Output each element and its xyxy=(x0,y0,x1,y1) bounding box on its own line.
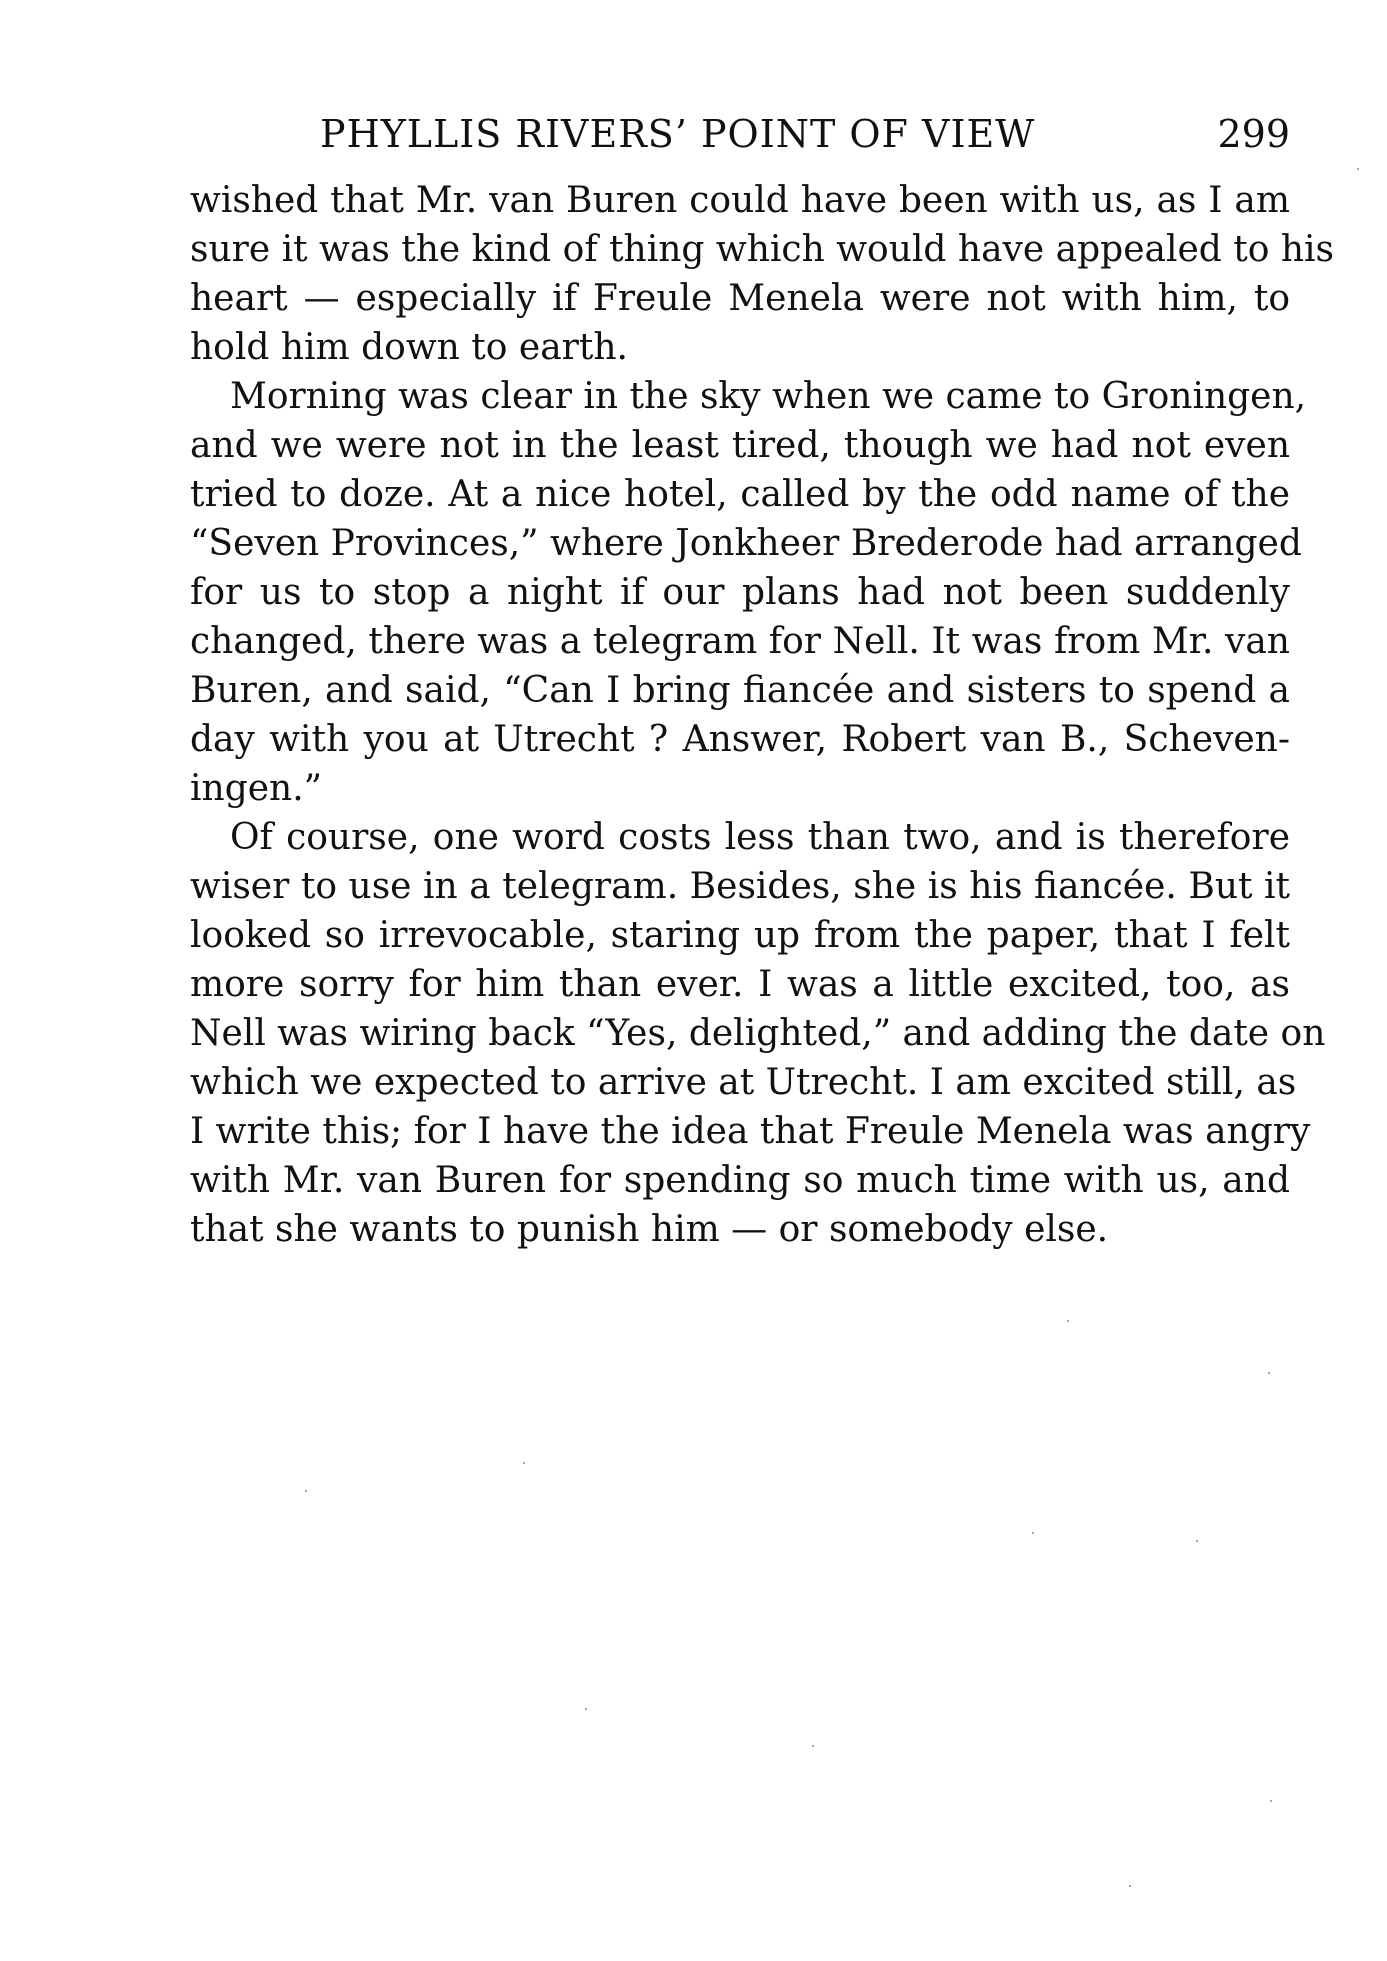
text-line: day with you at Utrecht ? Answer, Robert van B., Scheven- xyxy=(190,719,1290,760)
text-line: for us to stop a night if our plans had not been suddenly xyxy=(190,572,1290,613)
text-line: Buren, and said, “Can I bring fiancée and sisters to spend a xyxy=(190,670,1290,711)
scan-speck xyxy=(1032,1532,1034,1534)
text-line: tried to doze. At a nice hotel, called by the odd name of the xyxy=(190,474,1290,515)
text-line: heart — especially if Freule Menela were not with him, to xyxy=(190,278,1290,319)
text-line: more sorry for him than ever. I was a little excited, too, as xyxy=(190,964,1290,1005)
scan-speck xyxy=(523,1462,525,1464)
text-line: changed, there was a telegram for Nell. It was from Mr. van xyxy=(190,621,1290,662)
scan-speck xyxy=(1268,1372,1270,1374)
text-line: wished that Mr. van Buren could have been with us, as I am xyxy=(190,180,1290,221)
text-line: that she wants to punish him — or somebody else. xyxy=(190,1209,1109,1250)
scan-speck xyxy=(812,1745,814,1747)
text-line: and we were not in the least tired, though we had not even xyxy=(190,425,1290,466)
paragraph-1 xyxy=(190,176,1335,372)
scan-speck xyxy=(1357,168,1359,170)
scan-speck xyxy=(1270,1800,1272,1802)
text-line: wiser to use in a telegram. Besides, she is his fiancée. But it xyxy=(190,866,1290,907)
text-line: hold him down to earth. xyxy=(190,327,628,368)
scan-speck xyxy=(585,1708,587,1710)
running-title: PHYLLIS RIVERS’ POINT OF VIEW xyxy=(320,112,1036,156)
paragraph-3 xyxy=(190,813,1326,1254)
scan-speck xyxy=(1129,1885,1131,1887)
page-number: 299 xyxy=(1217,112,1290,156)
text-line: Morning was clear in the sky when we came to Groningen, xyxy=(230,376,1307,417)
running-head xyxy=(190,112,1290,162)
scan-speck xyxy=(305,1490,307,1492)
text-line: looked so irrevocable, staring up from the paper, that I felt xyxy=(190,915,1290,956)
paragraph-2 xyxy=(190,372,1307,813)
body-text xyxy=(190,176,1335,1254)
text-line: Nell was wiring back “Yes, delighted,” and adding the date on xyxy=(190,1013,1326,1054)
text-line: Of course, one word costs less than two, and is therefore xyxy=(230,817,1290,858)
scan-speck xyxy=(1196,1540,1198,1542)
text-line: “Seven Provinces,” where Jonkheer Brederode had arranged xyxy=(190,523,1302,564)
text-line: sure it was the kind of thing which would have appealed to his xyxy=(190,229,1335,270)
scan-speck xyxy=(1067,1320,1069,1322)
text-line: which we expected to arrive at Utrecht. I am excited still, as xyxy=(190,1062,1297,1103)
text-line: with Mr. van Buren for spending so much time with us, and xyxy=(190,1160,1290,1201)
text-line: ingen.” xyxy=(190,768,323,809)
text-line: I write this; for I have the idea that Freule Menela was angry xyxy=(190,1111,1311,1152)
